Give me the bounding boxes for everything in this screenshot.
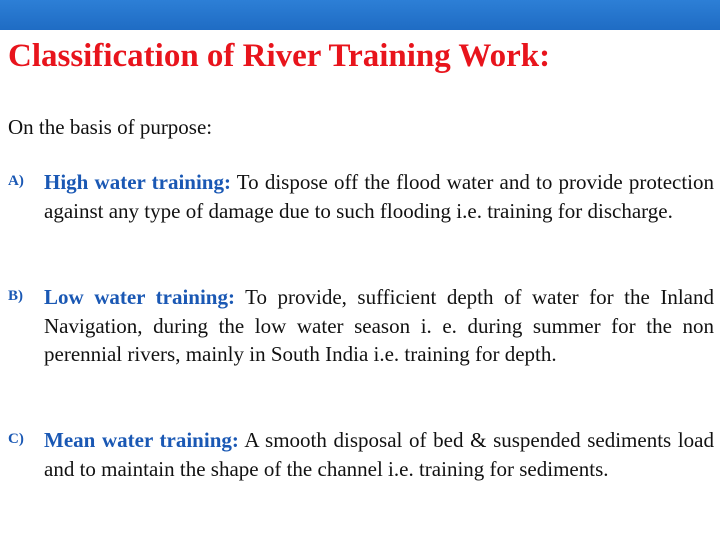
item-body [44, 426, 714, 483]
item-heading: Low water training: [44, 285, 235, 309]
item-body [44, 283, 714, 369]
item-heading: Mean water training: [44, 428, 239, 452]
item-marker: A) [8, 173, 24, 189]
item-body [44, 168, 714, 225]
slide-title: Classification of River Training Work: [8, 38, 551, 74]
item-description: To dispose off the flood water and to provide protection against any type of damage due to such flooding i.e. training for discharge. [44, 170, 715, 223]
top-banner-bar [0, 0, 720, 30]
list-item-high-water-training [8, 168, 714, 225]
item-description: To provide, sufficient depth of water for the Inland Navigation, during the low water season i. e. during summer for the non perennial rivers, mainly in South India i.e. training for depth. [44, 285, 714, 367]
item-marker: B) [8, 288, 23, 304]
item-description: A smooth disposal of bed & suspended sediments load and to maintain the shape of the channel i.e. training for sediments. [44, 428, 715, 481]
list-item-mean-water-training [8, 426, 714, 483]
item-heading: High water training: [44, 170, 231, 194]
list-item-low-water-training [8, 283, 714, 369]
intro-text: On the basis of purpose: [8, 115, 213, 139]
item-marker: C) [8, 431, 24, 447]
